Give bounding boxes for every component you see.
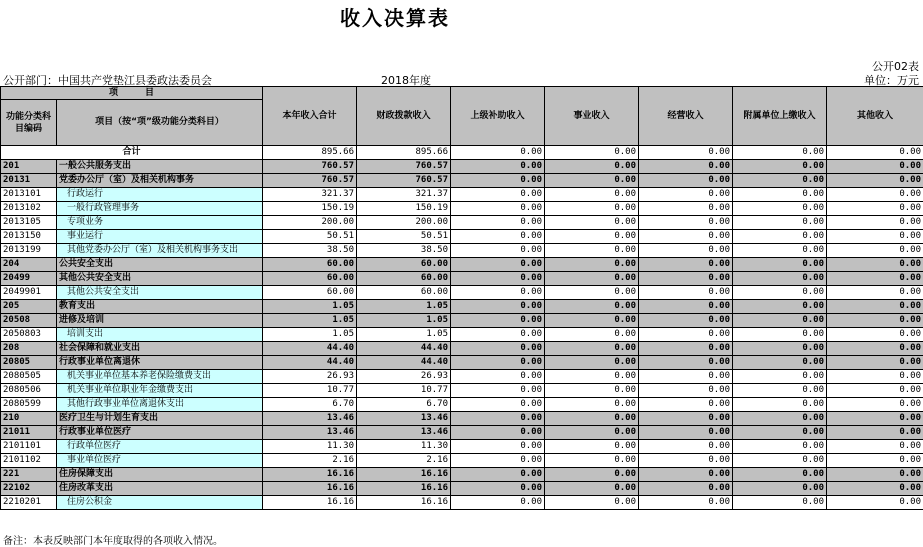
- row-value: 0.00: [827, 314, 923, 328]
- row-value: 0.00: [451, 384, 545, 398]
- row-code: 204: [1, 258, 57, 272]
- total-value: 0.00: [733, 146, 827, 160]
- income-table: [0, 86, 923, 510]
- row-value: 0.00: [733, 328, 827, 342]
- row-value: 44.40: [357, 342, 451, 356]
- row-value: 0.00: [451, 426, 545, 440]
- table-row: [1, 244, 923, 258]
- table-row: [1, 174, 923, 188]
- row-name: 社会保障和就业支出: [57, 342, 263, 356]
- row-value: 0.00: [451, 398, 545, 412]
- row-code: 21011: [1, 426, 57, 440]
- row-value: 0.00: [733, 496, 827, 510]
- row-value: 1.05: [263, 314, 357, 328]
- row-value: 60.00: [357, 258, 451, 272]
- table-row: [1, 370, 923, 384]
- row-value: 0.00: [827, 468, 923, 482]
- table-row: [1, 272, 923, 286]
- row-value: 0.00: [827, 300, 923, 314]
- row-name: 其他行政事业单位离退休支出: [57, 398, 263, 412]
- row-value: 44.40: [357, 356, 451, 370]
- table-row: [1, 160, 923, 174]
- row-value: 0.00: [827, 216, 923, 230]
- row-code: 210: [1, 412, 57, 426]
- row-value: 0.00: [733, 314, 827, 328]
- row-value: 0.00: [827, 426, 923, 440]
- year-label: 2018年度: [381, 74, 431, 87]
- row-value: 0.00: [451, 412, 545, 426]
- row-value: 0.00: [827, 440, 923, 454]
- header-col-superior: 上级补助收入: [451, 87, 545, 146]
- row-value: 0.00: [827, 174, 923, 188]
- row-value: 60.00: [357, 272, 451, 286]
- row-value: 0.00: [639, 412, 733, 426]
- row-value: 0.00: [545, 300, 639, 314]
- row-value: 0.00: [733, 230, 827, 244]
- row-value: 0.00: [827, 286, 923, 300]
- row-code: 205: [1, 300, 57, 314]
- row-name: 一般公共服务支出: [57, 160, 263, 174]
- row-code: 2013105: [1, 216, 57, 230]
- row-value: 0.00: [639, 272, 733, 286]
- row-code: 2101102: [1, 454, 57, 468]
- row-code: 2013102: [1, 202, 57, 216]
- row-value: 0.00: [451, 482, 545, 496]
- row-value: 0.00: [733, 398, 827, 412]
- row-value: 6.70: [263, 398, 357, 412]
- row-value: 0.00: [733, 216, 827, 230]
- row-code: 208: [1, 342, 57, 356]
- row-value: 1.05: [357, 328, 451, 342]
- row-value: 0.00: [451, 370, 545, 384]
- row-name: 一般行政管理事务: [57, 202, 263, 216]
- row-value: 0.00: [545, 482, 639, 496]
- row-value: 0.00: [451, 286, 545, 300]
- row-value: 0.00: [545, 342, 639, 356]
- row-value: 60.00: [263, 272, 357, 286]
- row-value: 0.00: [733, 482, 827, 496]
- row-value: 760.57: [263, 160, 357, 174]
- row-value: 0.00: [451, 188, 545, 202]
- row-name: 事业单位医疗: [57, 454, 263, 468]
- row-code: 2080505: [1, 370, 57, 384]
- table-row: [1, 342, 923, 356]
- table-row: [1, 398, 923, 412]
- row-name: 培训支出: [57, 328, 263, 342]
- row-value: 16.16: [357, 482, 451, 496]
- row-value: 0.00: [733, 412, 827, 426]
- row-value: 0.00: [733, 468, 827, 482]
- row-value: 38.50: [263, 244, 357, 258]
- row-value: 0.00: [733, 440, 827, 454]
- row-value: 0.00: [639, 370, 733, 384]
- row-value: 0.00: [733, 384, 827, 398]
- row-value: 0.00: [733, 160, 827, 174]
- table-row: [1, 202, 923, 216]
- row-value: 0.00: [827, 412, 923, 426]
- row-value: 0.00: [545, 216, 639, 230]
- row-value: 0.00: [827, 188, 923, 202]
- row-value: 0.00: [827, 230, 923, 244]
- row-value: 0.00: [827, 482, 923, 496]
- total-row: [1, 146, 923, 160]
- row-name: 公共安全支出: [57, 258, 263, 272]
- row-value: 50.51: [357, 230, 451, 244]
- row-value: 0.00: [545, 412, 639, 426]
- row-value: 0.00: [639, 216, 733, 230]
- row-name: 机关事业单位基本养老保险缴费支出: [57, 370, 263, 384]
- footnote: 备注：本表反映部门本年度取得的各项收入情况。: [3, 536, 223, 547]
- row-name: 住房保障支出: [57, 468, 263, 482]
- row-value: 0.00: [639, 398, 733, 412]
- row-value: 0.00: [451, 496, 545, 510]
- row-value: 13.46: [357, 426, 451, 440]
- row-code: 20131: [1, 174, 57, 188]
- row-value: 0.00: [545, 174, 639, 188]
- row-value: 0.00: [451, 230, 545, 244]
- row-name: 行政运行: [57, 188, 263, 202]
- row-value: 0.00: [545, 244, 639, 258]
- row-name: 医疗卫生与计划生育支出: [57, 412, 263, 426]
- row-value: 0.00: [545, 426, 639, 440]
- table-row: [1, 384, 923, 398]
- row-value: 0.00: [827, 160, 923, 174]
- row-value: 0.00: [545, 258, 639, 272]
- row-code: 20508: [1, 314, 57, 328]
- table-row: [1, 412, 923, 426]
- row-value: 26.93: [263, 370, 357, 384]
- form-code: 公开02表: [872, 60, 919, 73]
- row-value: 60.00: [263, 258, 357, 272]
- row-value: 1.05: [357, 300, 451, 314]
- row-value: 16.16: [263, 482, 357, 496]
- row-value: 0.00: [451, 342, 545, 356]
- row-value: 50.51: [263, 230, 357, 244]
- row-value: 0.00: [639, 188, 733, 202]
- row-value: 0.00: [639, 328, 733, 342]
- row-value: 0.00: [639, 342, 733, 356]
- header-name: 项目（按“项”级功能分类科目）: [57, 100, 263, 146]
- row-code: 2013101: [1, 188, 57, 202]
- total-value: 0.00: [639, 146, 733, 160]
- table-row: [1, 314, 923, 328]
- row-value: 0.00: [451, 272, 545, 286]
- row-value: 0.00: [545, 496, 639, 510]
- row-code: 20805: [1, 356, 57, 370]
- row-name: 行政单位医疗: [57, 440, 263, 454]
- row-value: 0.00: [827, 384, 923, 398]
- row-value: 0.00: [733, 454, 827, 468]
- row-value: 0.00: [451, 468, 545, 482]
- row-value: 0.00: [451, 454, 545, 468]
- department-label: 公开部门：中国共产党垫江县委政法委员会: [3, 74, 212, 87]
- row-name: 党委办公厅（室）及相关机构事务: [57, 174, 263, 188]
- row-code: 2013150: [1, 230, 57, 244]
- row-value: 6.70: [357, 398, 451, 412]
- row-value: 0.00: [545, 454, 639, 468]
- table-row: [1, 258, 923, 272]
- row-code: 2080599: [1, 398, 57, 412]
- row-value: 10.77: [263, 384, 357, 398]
- row-value: 26.93: [357, 370, 451, 384]
- row-value: 0.00: [639, 356, 733, 370]
- row-code: 20499: [1, 272, 57, 286]
- row-value: 0.00: [545, 202, 639, 216]
- row-value: 0.00: [545, 314, 639, 328]
- row-value: 321.37: [263, 188, 357, 202]
- row-value: 2.16: [357, 454, 451, 468]
- total-value: 895.66: [263, 146, 357, 160]
- header-col-fiscal: 财政拨款收入: [357, 87, 451, 146]
- row-value: 16.16: [357, 468, 451, 482]
- row-value: 13.46: [263, 426, 357, 440]
- row-value: 0.00: [639, 384, 733, 398]
- row-value: 0.00: [827, 398, 923, 412]
- row-code: 2049901: [1, 286, 57, 300]
- row-value: 1.05: [357, 314, 451, 328]
- row-value: 0.00: [733, 342, 827, 356]
- header-col-business: 事业收入: [545, 87, 639, 146]
- row-name: 行政事业单位离退休: [57, 356, 263, 370]
- row-value: 0.00: [733, 426, 827, 440]
- header-col-total: 本年收入合计: [263, 87, 357, 146]
- row-value: 0.00: [545, 356, 639, 370]
- row-value: 0.00: [639, 244, 733, 258]
- row-value: 16.16: [263, 468, 357, 482]
- row-value: 0.00: [639, 468, 733, 482]
- row-name: 专项业务: [57, 216, 263, 230]
- row-value: 0.00: [827, 342, 923, 356]
- unit-label: 单位：万元: [864, 74, 919, 87]
- row-value: 1.05: [263, 328, 357, 342]
- row-value: 0.00: [545, 398, 639, 412]
- row-value: 0.00: [639, 440, 733, 454]
- total-label: 合计: [1, 146, 263, 160]
- row-name: 住房改革支出: [57, 482, 263, 496]
- row-code: 2210201: [1, 496, 57, 510]
- row-value: 0.00: [639, 202, 733, 216]
- table-row: [1, 188, 923, 202]
- table-row: [1, 356, 923, 370]
- row-value: 0.00: [639, 496, 733, 510]
- row-value: 760.57: [357, 174, 451, 188]
- table-row: [1, 216, 923, 230]
- row-value: 0.00: [451, 160, 545, 174]
- table-row: [1, 300, 923, 314]
- row-name: 行政事业单位医疗: [57, 426, 263, 440]
- total-value: 895.66: [357, 146, 451, 160]
- page-title: 收入决算表: [340, 6, 450, 30]
- row-value: 0.00: [827, 202, 923, 216]
- table-row: [1, 482, 923, 496]
- row-value: 760.57: [357, 160, 451, 174]
- row-value: 44.40: [263, 342, 357, 356]
- row-code: 221: [1, 468, 57, 482]
- row-value: 44.40: [263, 356, 357, 370]
- row-value: 0.00: [639, 258, 733, 272]
- row-name: 进修及培训: [57, 314, 263, 328]
- row-value: 0.00: [545, 440, 639, 454]
- row-value: 0.00: [639, 314, 733, 328]
- row-value: 0.00: [827, 328, 923, 342]
- row-value: 0.00: [545, 160, 639, 174]
- row-value: 0.00: [733, 202, 827, 216]
- row-value: 0.00: [827, 370, 923, 384]
- total-value: 0.00: [827, 146, 923, 160]
- row-value: 13.46: [263, 412, 357, 426]
- row-value: 0.00: [451, 440, 545, 454]
- row-name: 其他党委办公厅（室）及相关机构事务支出: [57, 244, 263, 258]
- row-value: 0.00: [827, 356, 923, 370]
- table-row: [1, 496, 923, 510]
- row-name: 事业运行: [57, 230, 263, 244]
- row-value: 0.00: [451, 356, 545, 370]
- row-name: 其他公共安全支出: [57, 272, 263, 286]
- row-value: 0.00: [827, 496, 923, 510]
- header-col-operating: 经营收入: [639, 87, 733, 146]
- row-value: 0.00: [451, 258, 545, 272]
- row-value: 150.19: [357, 202, 451, 216]
- row-value: 321.37: [357, 188, 451, 202]
- row-value: 200.00: [357, 216, 451, 230]
- row-value: 0.00: [639, 454, 733, 468]
- row-value: 760.57: [263, 174, 357, 188]
- row-value: 0.00: [639, 482, 733, 496]
- row-value: 0.00: [827, 272, 923, 286]
- row-value: 0.00: [639, 230, 733, 244]
- row-code: 2101101: [1, 440, 57, 454]
- row-name: 教育支出: [57, 300, 263, 314]
- row-value: 0.00: [733, 174, 827, 188]
- row-value: 0.00: [451, 314, 545, 328]
- row-value: 0.00: [451, 202, 545, 216]
- row-value: 60.00: [263, 286, 357, 300]
- row-value: 13.46: [357, 412, 451, 426]
- header-col-other: 其他收入: [827, 87, 923, 146]
- row-value: 0.00: [545, 188, 639, 202]
- table-row: [1, 286, 923, 300]
- row-code: 22102: [1, 482, 57, 496]
- table-row: [1, 468, 923, 482]
- row-code: 2013199: [1, 244, 57, 258]
- total-value: 0.00: [451, 146, 545, 160]
- row-value: 0.00: [451, 328, 545, 342]
- row-value: 0.00: [827, 454, 923, 468]
- row-value: 0.00: [451, 174, 545, 188]
- header-col-affiliate: 附属单位上缴收入: [733, 87, 827, 146]
- row-name: 住房公积金: [57, 496, 263, 510]
- row-value: 0.00: [451, 300, 545, 314]
- row-value: 0.00: [733, 244, 827, 258]
- row-value: 0.00: [545, 286, 639, 300]
- table-row: [1, 454, 923, 468]
- table-body: [1, 146, 923, 510]
- header-code: 功能分类科目编码: [1, 100, 57, 146]
- table-row: [1, 230, 923, 244]
- row-value: 0.00: [639, 174, 733, 188]
- row-value: 0.00: [545, 230, 639, 244]
- row-code: 201: [1, 160, 57, 174]
- row-value: 0.00: [733, 370, 827, 384]
- row-value: 0.00: [545, 328, 639, 342]
- row-value: 0.00: [545, 468, 639, 482]
- row-code: 2080506: [1, 384, 57, 398]
- row-value: 0.00: [733, 356, 827, 370]
- row-value: 0.00: [639, 300, 733, 314]
- row-name: 其他公共安全支出: [57, 286, 263, 300]
- row-value: 0.00: [733, 188, 827, 202]
- row-value: 200.00: [263, 216, 357, 230]
- row-value: 2.16: [263, 454, 357, 468]
- row-value: 38.50: [357, 244, 451, 258]
- header-item-group: 项 目: [1, 87, 263, 100]
- total-value: 0.00: [545, 146, 639, 160]
- row-value: 0.00: [639, 286, 733, 300]
- row-value: 60.00: [357, 286, 451, 300]
- row-value: 0.00: [733, 258, 827, 272]
- table-row: [1, 328, 923, 342]
- row-value: 0.00: [639, 160, 733, 174]
- row-value: 1.05: [263, 300, 357, 314]
- row-value: 0.00: [827, 258, 923, 272]
- row-value: 0.00: [733, 300, 827, 314]
- row-value: 0.00: [733, 272, 827, 286]
- row-code: 2050803: [1, 328, 57, 342]
- row-value: 0.00: [451, 244, 545, 258]
- row-value: 0.00: [545, 370, 639, 384]
- row-value: 11.30: [263, 440, 357, 454]
- row-value: 11.30: [357, 440, 451, 454]
- table-row: [1, 426, 923, 440]
- row-name: 机关事业单位职业年金缴费支出: [57, 384, 263, 398]
- row-value: 0.00: [451, 216, 545, 230]
- table-row: [1, 440, 923, 454]
- row-value: 0.00: [733, 286, 827, 300]
- row-value: 0.00: [545, 272, 639, 286]
- row-value: 10.77: [357, 384, 451, 398]
- row-value: 16.16: [263, 496, 357, 510]
- row-value: 0.00: [827, 244, 923, 258]
- row-value: 0.00: [639, 426, 733, 440]
- row-value: 16.16: [357, 496, 451, 510]
- row-value: 0.00: [545, 384, 639, 398]
- row-value: 150.19: [263, 202, 357, 216]
